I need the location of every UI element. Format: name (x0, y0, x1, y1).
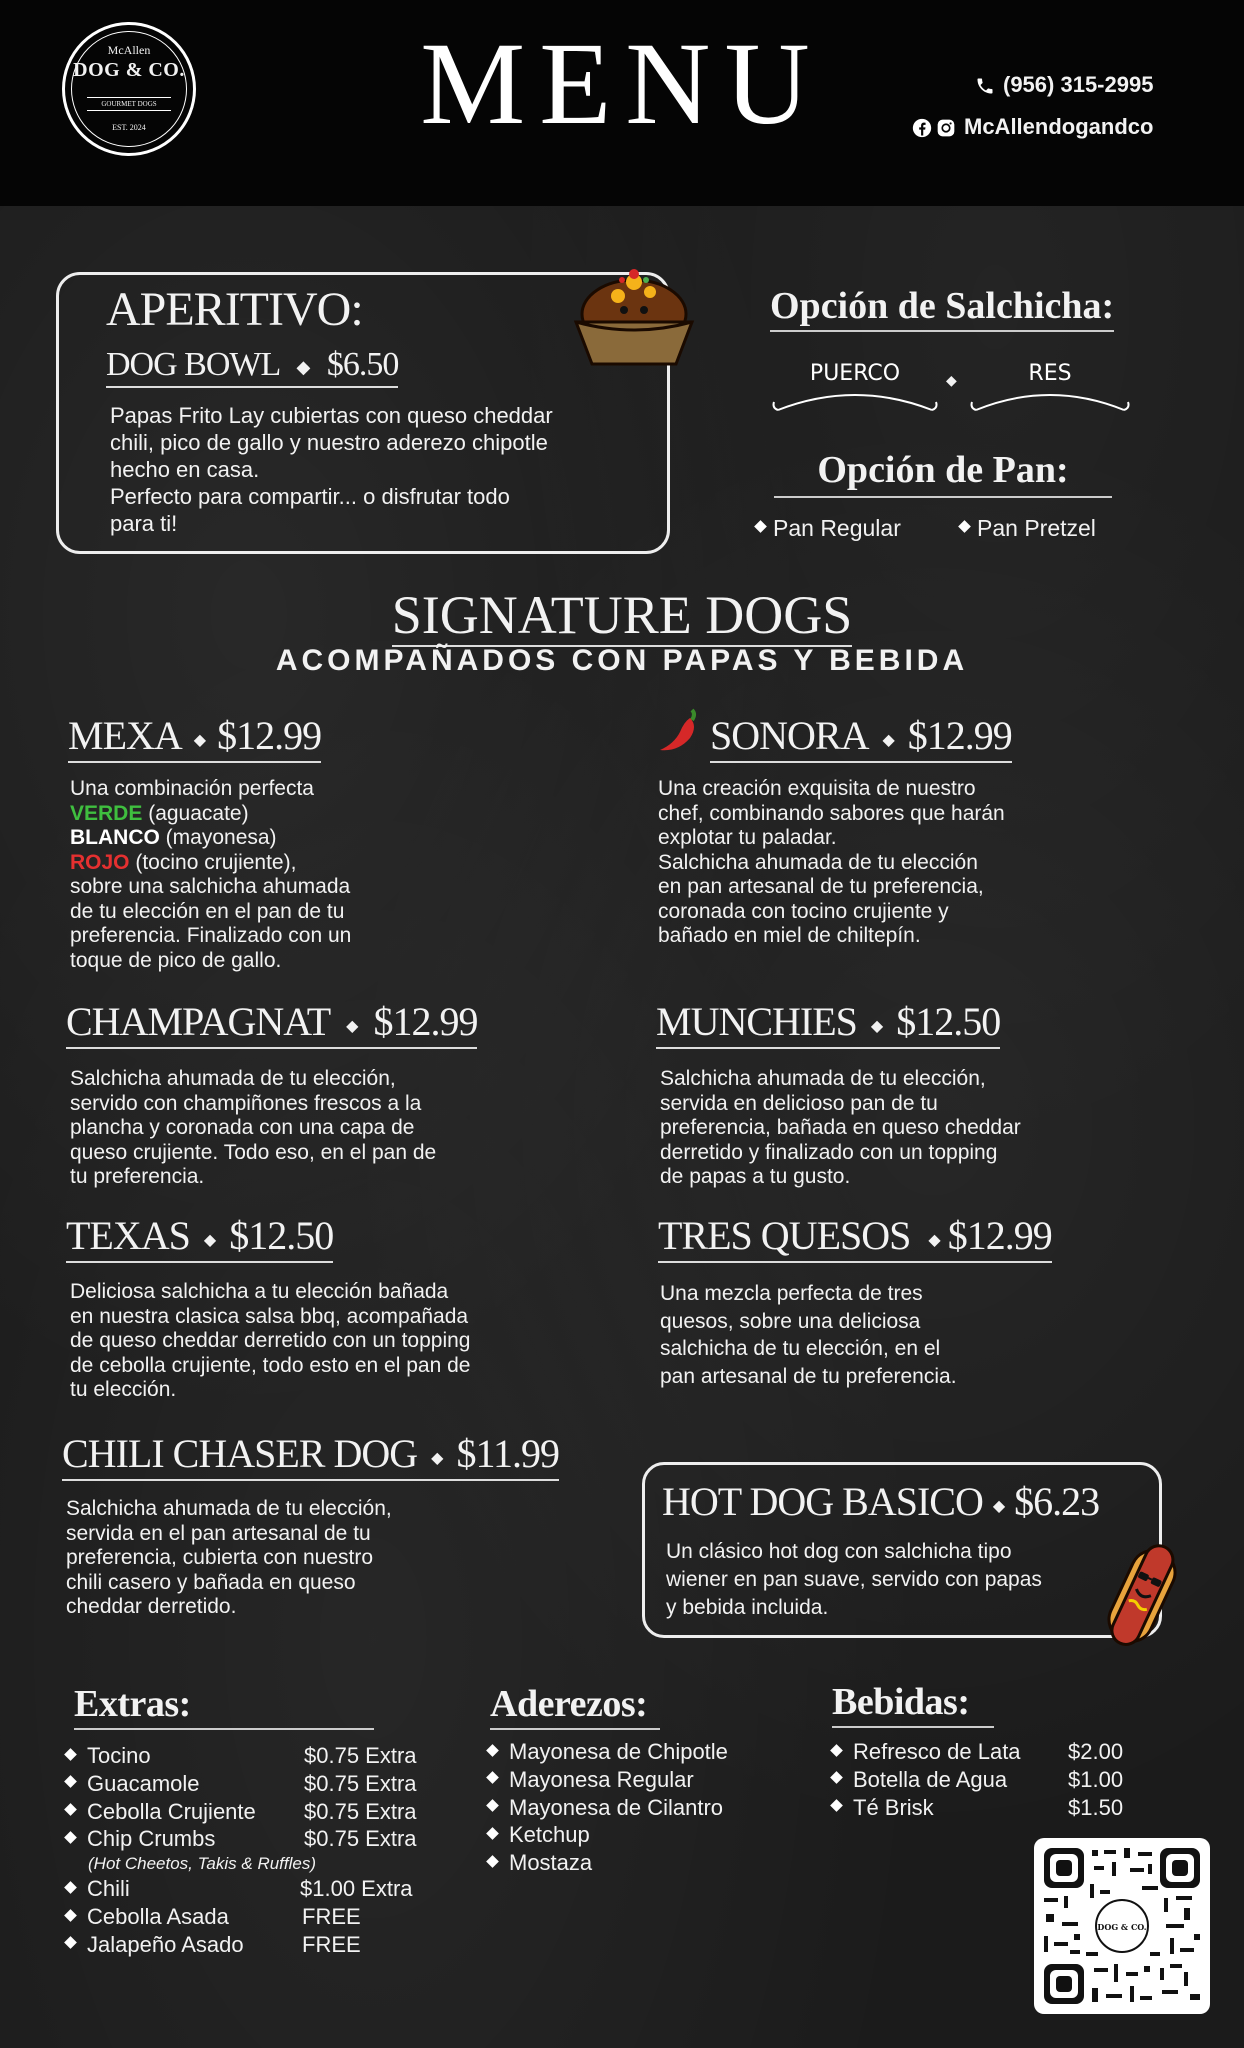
dog-bowl-description: Papas Frito Lay cubiertas con queso cheddar chili, pico de gallo y nuestro aderezo chipotle hecho en casa. Perfecto para compartir... o disfrutar todo para ti! (110, 403, 553, 536)
bebidas-list (832, 1738, 1172, 1821)
aderezo-item: Mostaza (488, 1849, 788, 1877)
aderezo-item: Mayonesa de Chipotle (488, 1738, 788, 1766)
phone-icon (975, 76, 995, 96)
sonora-description: Una creación exquisita de nuestro chef, combinando sabores que harán explotar tu paladar. Salchicha ahumada de tu elección en pan artesanal de tu preferencia, coronada con tocino crujiente y bañado en miel de chiltepín. (658, 777, 1005, 947)
extras-list (66, 1742, 446, 1959)
bebida-item: Refresco de Lata $2.00 (832, 1738, 1172, 1766)
signature-dogs-subtitle: ACOMPAÑADOS CON PAPAS Y BEBIDA (275, 644, 969, 677)
aderezo-item: Ketchup (488, 1821, 788, 1849)
extra-item: Chili $1.00 Extra (66, 1875, 446, 1903)
sonora-title: SONORA ◆ $12.99 (710, 712, 1012, 763)
extra-item: Cebolla Crujiente $0.75 Extra (66, 1798, 446, 1826)
bebida-item: Té Brisk $1.50 (832, 1794, 1172, 1822)
aderezo-item: Mayonesa de Cilantro (488, 1794, 788, 1822)
hot-dog-mascot-illustration (1096, 1540, 1188, 1652)
dog-bowl-illustration (558, 252, 710, 378)
extra-item: Guacamole $0.75 Extra (66, 1770, 446, 1798)
page-title: MENU (420, 18, 824, 149)
extra-item: Tocino $0.75 Extra (66, 1742, 446, 1770)
extra-item: Cebolla Asada FREE (66, 1903, 446, 1931)
texas-title: TEXAS ◆ $12.50 (66, 1212, 333, 1263)
tres-quesos-description: Una mezcla perfecta de tres quesos, sobre una deliciosa salchicha de tu elección, en el pan artesanal de tu preferencia. (660, 1282, 957, 1388)
option-puerco-label: PUERCO (809, 361, 901, 386)
chili-chaser-description: Salchicha ahumada de tu elección, servida en el pan artesanal de tu preferencia, cubierta con nuestro chili casero y bañada en queso cheddar derretido. (66, 1497, 392, 1618)
basico-title: HOT DOG BASICO ◆ $6.23 (662, 1479, 1100, 1524)
option-puerco[interactable] (770, 350, 940, 420)
instagram-icon (936, 118, 956, 138)
bread-option-title: Opción de Pan: (774, 448, 1112, 498)
mexa-description: Una combinación perfecta VERDE (aguacate) BLANCO (mayonesa) ROJO (tocino crujiente), sobre una salchicha ahumada de tu elección en el pan de tu preferencia. Finalizado con un toque de pico de gallo. (70, 777, 352, 972)
sausage-option-title: Opción de Salchicha: (770, 284, 1114, 332)
chip-crumbs-note: (Hot Cheetos, Takis & Ruffles) (88, 1854, 317, 1874)
extra-item: Chip Crumbs $0.75 Extra (66, 1825, 446, 1853)
munchies-description: Salchicha ahumada de tu elección, servida en delicioso pan de tu preferencia, bañada en queso cheddar derretido y finalizado con un topping de papas a tu gusto. (660, 1067, 1021, 1188)
champagnat-title: CHAMPAGNAT ◆ $12.99 (66, 998, 477, 1049)
tres-quesos-title: TRES QUESOS ◆ $12.99 (658, 1212, 1052, 1263)
bebida-item: Botella de Agua $1.00 (832, 1766, 1172, 1794)
bebidas-title: Bebidas: (832, 1680, 994, 1728)
aderezos-title: Aderezos: (490, 1682, 660, 1730)
option-res[interactable] (970, 350, 1130, 420)
mexa-title: MEXA ◆ $12.99 (68, 712, 321, 763)
phone-contact[interactable] (975, 72, 1153, 98)
signature-dogs-title: SIGNATURE DOGS (391, 585, 853, 645)
chili-pepper-icon (656, 704, 704, 756)
phone-number: (956) 315-2995 (1003, 72, 1154, 97)
munchies-title: MUNCHIES ◆ $12.50 (656, 998, 1000, 1049)
basico-description: Un clásico hot dog con salchicha tipo wiener en pan suave, servido con papas y bebida incluida. (666, 1540, 1042, 1619)
social-contact[interactable] (912, 114, 1153, 140)
chili-chaser-title: CHILI CHASER DOG ◆ $11.99 (62, 1430, 559, 1481)
bread-option-regular[interactable]: Pan Regular (756, 515, 901, 542)
qr-code-graphic (1034, 1838, 1210, 2014)
option-res-label: RES (1028, 361, 1072, 386)
social-handle: McAllendogandco (964, 114, 1154, 139)
facebook-icon (912, 118, 932, 138)
texas-description: Deliciosa salchicha a tu elección bañada en nuestra clasica salsa bbq, acompañada de queso cheddar derretido con un topping de cebolla crujiente, todo esto en el pan de tu elección. (70, 1280, 471, 1401)
qr-center-logo: DOG & CO. (1097, 1922, 1147, 1932)
champagnat-description: Salchicha ahumada de tu elección, servido con champiñones frescos a la plancha y coronada con una capa de queso crujiente. Todo eso, en el pan de tu preferencia. (70, 1067, 437, 1188)
bread-option-pretzel[interactable]: Pan Pretzel (960, 515, 1096, 542)
qr-code[interactable] (1034, 1838, 1210, 2014)
extras-title: Extras: (74, 1682, 374, 1730)
dog-bowl-title: DOG BOWL ◆ $6.50 (106, 346, 398, 388)
brand-logo: McAllen DOG & CO. GOURMET DOGS EST. 2024 (62, 22, 196, 156)
aderezo-item: Mayonesa Regular (488, 1766, 788, 1794)
extra-item: Jalapeño Asado FREE (66, 1931, 446, 1959)
aperitivo-heading: APERITIVO: (106, 283, 363, 336)
option-separator: ◆ (946, 372, 957, 388)
aderezos-list (488, 1738, 788, 1877)
